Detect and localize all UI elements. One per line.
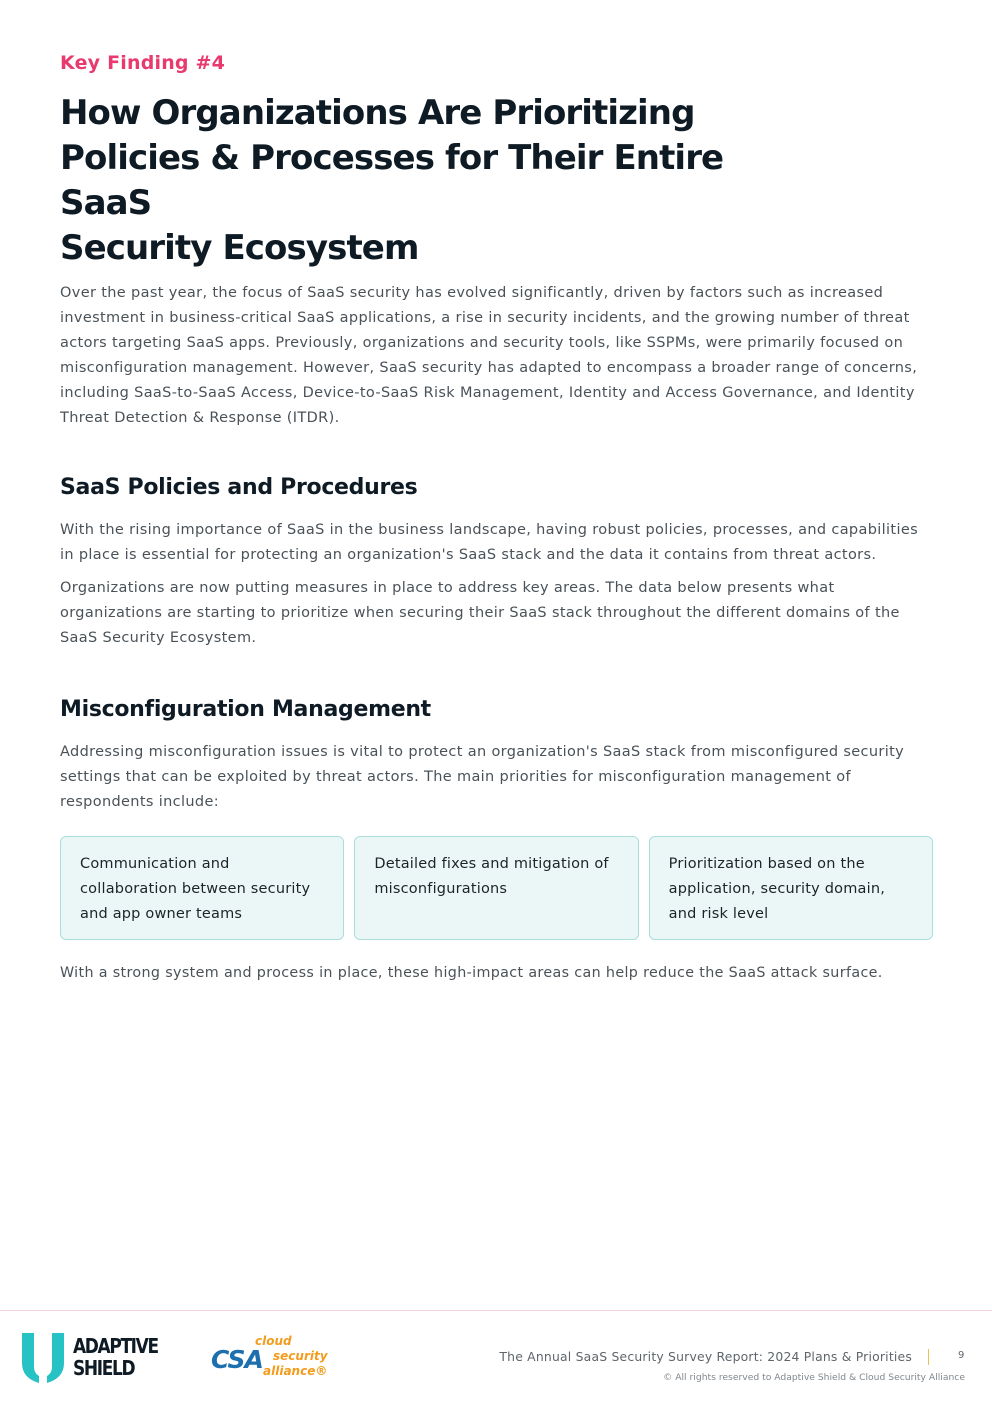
footer-copyright: © All rights reserved to Adaptive Shield & Cloud Security Alliance	[663, 1372, 965, 1383]
title-line: How Organizations Are Prioritizing	[60, 93, 695, 133]
key-finding-label: Key Finding #4	[60, 52, 226, 74]
priority-card	[354, 836, 638, 940]
priority-card-text: Prioritization based on the application, security domain, and risk level	[668, 856, 886, 922]
csa-tagline: security	[273, 1349, 328, 1363]
priority-cards	[60, 836, 933, 940]
page-content	[60, 52, 933, 986]
policies-paragraph: With the rising importance of SaaS in the business landscape, having robust policies, processes, and capabilities in place is essential for protecting an organization's SaaS stack and the data it contains from threat actors.	[60, 522, 918, 563]
section-heading-policies: SaaS Policies and Procedures	[60, 475, 418, 500]
policies-paragraph: Organizations are now putting measures in place to address key areas. The data below presents what organizations are starting to prioritize when securing their SaaS stack throughout the different domains of the SaaS Security Ecosystem.	[60, 580, 900, 646]
footer-divider	[0, 1310, 992, 1311]
page-number: 9	[958, 1350, 965, 1361]
csa-logo	[211, 1333, 341, 1383]
title-line: Security Ecosystem	[60, 228, 419, 268]
misconfiguration-paragraph: Addressing misconfiguration issues is vital to protect an organization's SaaS stack from misconfigured security settings that can be exploited by threat actors. The main priorities for misconfiguration management of respondents include:	[60, 744, 905, 810]
footer-report-title: The Annual SaaS Security Survey Report: 2024 Plans & Priorities	[499, 1349, 912, 1364]
intro-paragraph: Over the past year, the focus of SaaS security has evolved significantly, driven by factors such as increased investment in business-critical SaaS applications, a rise in security incidents, and the growing number of threat actors targeting SaaS apps. Previously, organizations and security tools, like SSPMs, were primarily focused on misconfiguration management. However, SaaS security has adapted to encompass a broader range of concerns, including SaaS-to-SaaS Access, Device-to-SaaS Risk Management, Identity and Access Governance, and Identity Threat Detection & Response (ITDR).	[60, 285, 918, 426]
priority-card-text: Communication and collaboration between security and app owner teams	[80, 856, 311, 922]
priority-card	[649, 836, 933, 940]
title-line: Policies & Processes for Their Entire SaaS	[60, 138, 724, 223]
shield-icon	[20, 1331, 66, 1385]
closing-paragraph: With a strong system and process in place, these high-impact areas can help reduce the SaaS attack surface.	[60, 965, 883, 981]
section-heading-misconfiguration: Misconfiguration Management	[60, 697, 431, 722]
priority-card	[60, 836, 344, 940]
csa-tagline: cloud	[255, 1334, 292, 1348]
csa-tagline: alliance®	[263, 1364, 328, 1378]
logo-wordmark: ADAPTIVE	[73, 1334, 158, 1358]
footer-separator	[928, 1349, 929, 1365]
page-title	[60, 91, 820, 271]
priority-card-text: Detailed fixes and mitigation of misconfigurations	[374, 856, 609, 897]
logo-wordmark: SHIELD	[73, 1356, 135, 1380]
adaptive-shield-logo	[20, 1331, 160, 1385]
csa-wordmark: CSA	[211, 1345, 263, 1374]
